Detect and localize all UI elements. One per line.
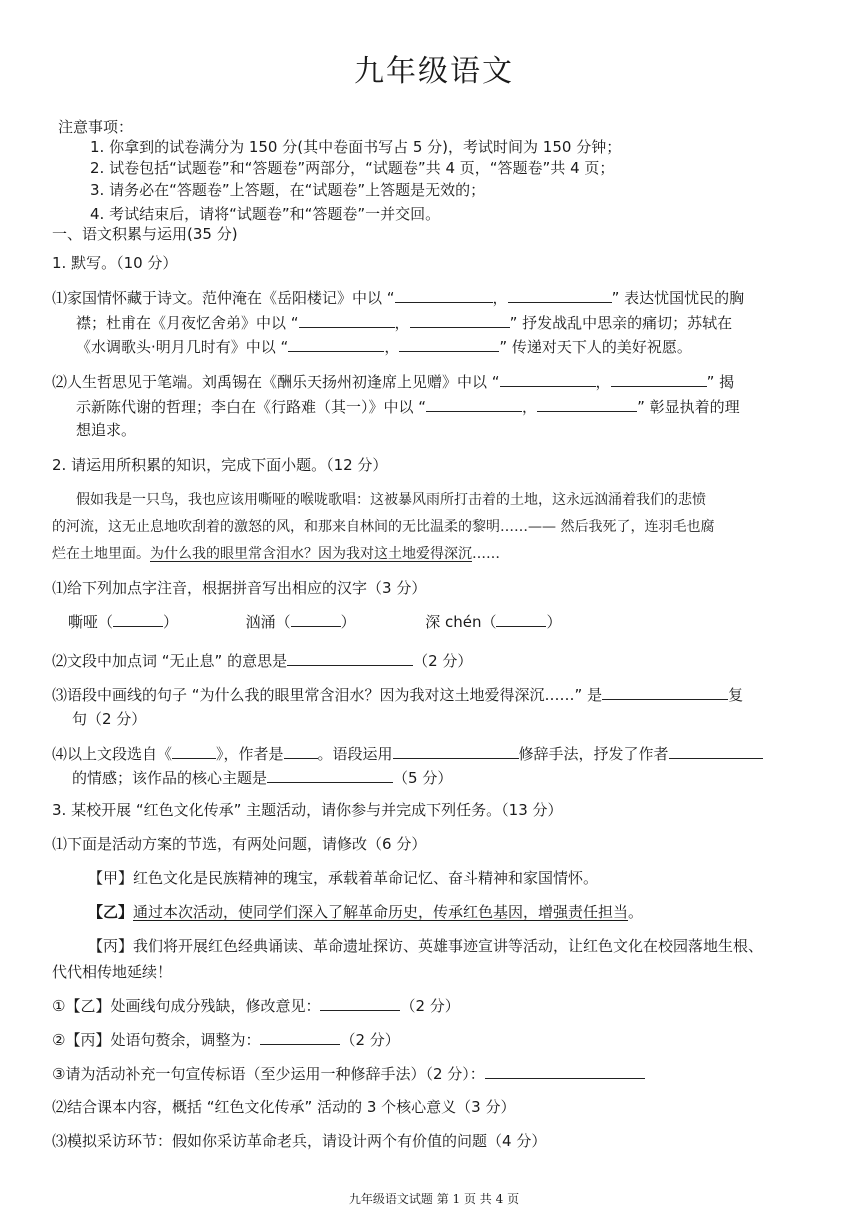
answer-blank[interactable] bbox=[611, 371, 707, 387]
passage-line: 的河流，这无止息地吹刮着的激怒的风，和那来自林间的无比温柔的黎明……—— 然后我死了，连羽毛也腐 bbox=[52, 519, 715, 535]
question-3-stem: 3. 某校开展 “红色文化传承” 主题活动，请你参与并完成下列任务。（13 分） bbox=[52, 801, 563, 819]
plan-bing-line1: 【丙】我们将开展红色经典诵读、革命遗址探访、英雄事迹宣讲等活动，让红色文化在校园落地生根、 bbox=[88, 937, 764, 955]
underlined-sentence: 为什么我的眼里常含泪水？因为我对这土地爱得深沉 bbox=[150, 546, 472, 562]
answer-blank[interactable] bbox=[500, 371, 596, 387]
q1-part2-line3: 想追求。 bbox=[76, 421, 137, 439]
answer-blank[interactable] bbox=[395, 287, 493, 303]
q1-part1-line1: ⑴家国情怀藏于诗文。范仲淹在《岳阳楼记》中以 “ ， ” 表达忧国忧民的胸 bbox=[52, 289, 745, 307]
answer-blank[interactable] bbox=[172, 743, 216, 759]
passage-line: 假如我是一只鸟，我也应该用嘶哑的喉咙歌唱：这被暴风雨所打击着的土地，这永远汹涌着我们的悲愤 bbox=[76, 492, 706, 508]
q1-part2-line2: 示新陈代谢的哲理；李白在《行路难（其一）》中以 “ ， ” 彰显执着的理 bbox=[76, 398, 740, 416]
notice-item: 4. 考试结束后，请将“试题卷”和“答题卷”一并交回。 bbox=[90, 205, 441, 223]
answer-blank[interactable] bbox=[291, 611, 341, 627]
q3-sub2: ⑵结合课本内容，概括 “红色文化传承” 活动的 3 个核心意义（3 分） bbox=[52, 1098, 516, 1116]
page-footer: 九年级语文试题 第 1 页 共 4 页 bbox=[348, 1192, 520, 1206]
answer-blank[interactable] bbox=[287, 650, 413, 666]
notice-heading: 注意事项： bbox=[58, 118, 134, 136]
answer-blank[interactable] bbox=[426, 396, 522, 412]
q2-sub4-line2: 的情感；该作品的核心主题是 （5 分） bbox=[72, 769, 453, 787]
plan-jia: 【甲】红色文化是民族精神的瑰宝，承载着革命记忆、奋斗精神和家国情怀。 bbox=[88, 869, 599, 887]
q3-task2: ②【丙】处语句赘余，调整为： （2 分） bbox=[52, 1031, 400, 1049]
q3-task3: ③请为活动补充一句宣传标语（至少运用一种修辞手法）（2 分）： bbox=[52, 1063, 645, 1084]
plan-bing-line2: 代代相传地延续！ bbox=[52, 963, 173, 981]
q2-sub2: ⑵文段中加点词 “无止息” 的意思是 （2 分） bbox=[52, 652, 473, 670]
q3-task1: ①【乙】处画线句成分残缺，修改意见： （2 分） bbox=[52, 997, 460, 1015]
answer-blank[interactable] bbox=[399, 336, 499, 352]
answer-blank[interactable] bbox=[410, 312, 510, 328]
answer-blank[interactable] bbox=[288, 336, 384, 352]
answer-blank[interactable] bbox=[669, 743, 763, 759]
q2-sub3-line2: 句（2 分） bbox=[72, 710, 147, 728]
answer-blank[interactable] bbox=[284, 743, 318, 759]
q1-part1-line2: 襟；杜甫在《月夜忆舍弟》中以 “ ， ” 抒发战乱中思亲的痛切；苏轼在 bbox=[76, 314, 733, 332]
q1-part1-line3: 《水调歌头·明月几时有》中以 “ ， ” 传递对天下人的美好祝愿。 bbox=[76, 338, 692, 356]
q2-sub4-line1: ⑷以上文段选自《 》，作者是 。语段运用 修辞手法，抒发了作者 bbox=[52, 743, 763, 764]
section-heading: 一、语文积累与运用(35 分) bbox=[52, 225, 238, 243]
passage-line: 烂在土地里面。为什么我的眼里常含泪水？因为我对这土地爱得深沉…… bbox=[52, 546, 500, 562]
answer-blank[interactable] bbox=[602, 684, 728, 700]
q1-part2-line1: ⑵人生哲思见于笔端。刘禹锡在《酬乐天扬州初逢席上见赠》中以 “ ， ” 揭 bbox=[52, 373, 735, 391]
notice-item: 2. 试卷包括“试题卷”和“答题卷”两部分，“试题卷”共 4 页，“答题卷”共 4 页； bbox=[90, 159, 615, 177]
answer-blank[interactable] bbox=[260, 1029, 340, 1045]
q2-sub1: ⑴给下列加点字注音，根据拼音写出相应的汉字（3 分） bbox=[52, 579, 427, 597]
notice-item: 1. 你拿到的试卷满分为 150 分(其中卷面书写占 5 分)，考试时间为 150 分钟； bbox=[90, 138, 622, 156]
q2-sub1-items: 嘶哑（ ） 汹涌（ ） 深 chén（ ） bbox=[68, 613, 562, 631]
answer-blank[interactable] bbox=[299, 312, 395, 328]
answer-blank[interactable] bbox=[537, 396, 637, 412]
notice-item: 3. 请务必在“答题卷”上答题，在“试题卷”上答题是无效的； bbox=[90, 181, 486, 199]
plan-yi: 【乙】通过本次活动，使同学们深入了解革命历史，传承红色基因，增强责任担当。 bbox=[88, 903, 644, 921]
answer-blank[interactable] bbox=[508, 287, 612, 303]
underlined-sentence: 通过本次活动，使同学们深入了解革命历史，传承红色基因，增强责任担当 bbox=[133, 903, 629, 921]
q3-sub1: ⑴下面是活动方案的节选，有两处问题，请修改（6 分） bbox=[52, 835, 427, 853]
answer-blank[interactable] bbox=[113, 611, 163, 627]
answer-blank[interactable] bbox=[267, 767, 393, 783]
q2-sub3-line1: ⑶语段中画线的句子 “为什么我的眼里常含泪水？因为我对这土地爱得深沉……” 是 复 bbox=[52, 686, 744, 704]
question-2-stem: 2. 请运用所积累的知识，完成下面小题。（12 分） bbox=[52, 456, 388, 474]
answer-blank[interactable] bbox=[320, 995, 400, 1011]
answer-blank[interactable] bbox=[485, 1063, 645, 1079]
question-1-stem: 1. 默写。（10 分） bbox=[52, 254, 178, 272]
answer-blank[interactable] bbox=[496, 611, 546, 627]
q3-sub3: ⑶模拟采访环节：假如你采访革命老兵，请设计两个有价值的问题（4 分） bbox=[52, 1132, 547, 1150]
page-title: 九年级语文 bbox=[354, 54, 514, 89]
answer-blank[interactable] bbox=[393, 743, 519, 759]
